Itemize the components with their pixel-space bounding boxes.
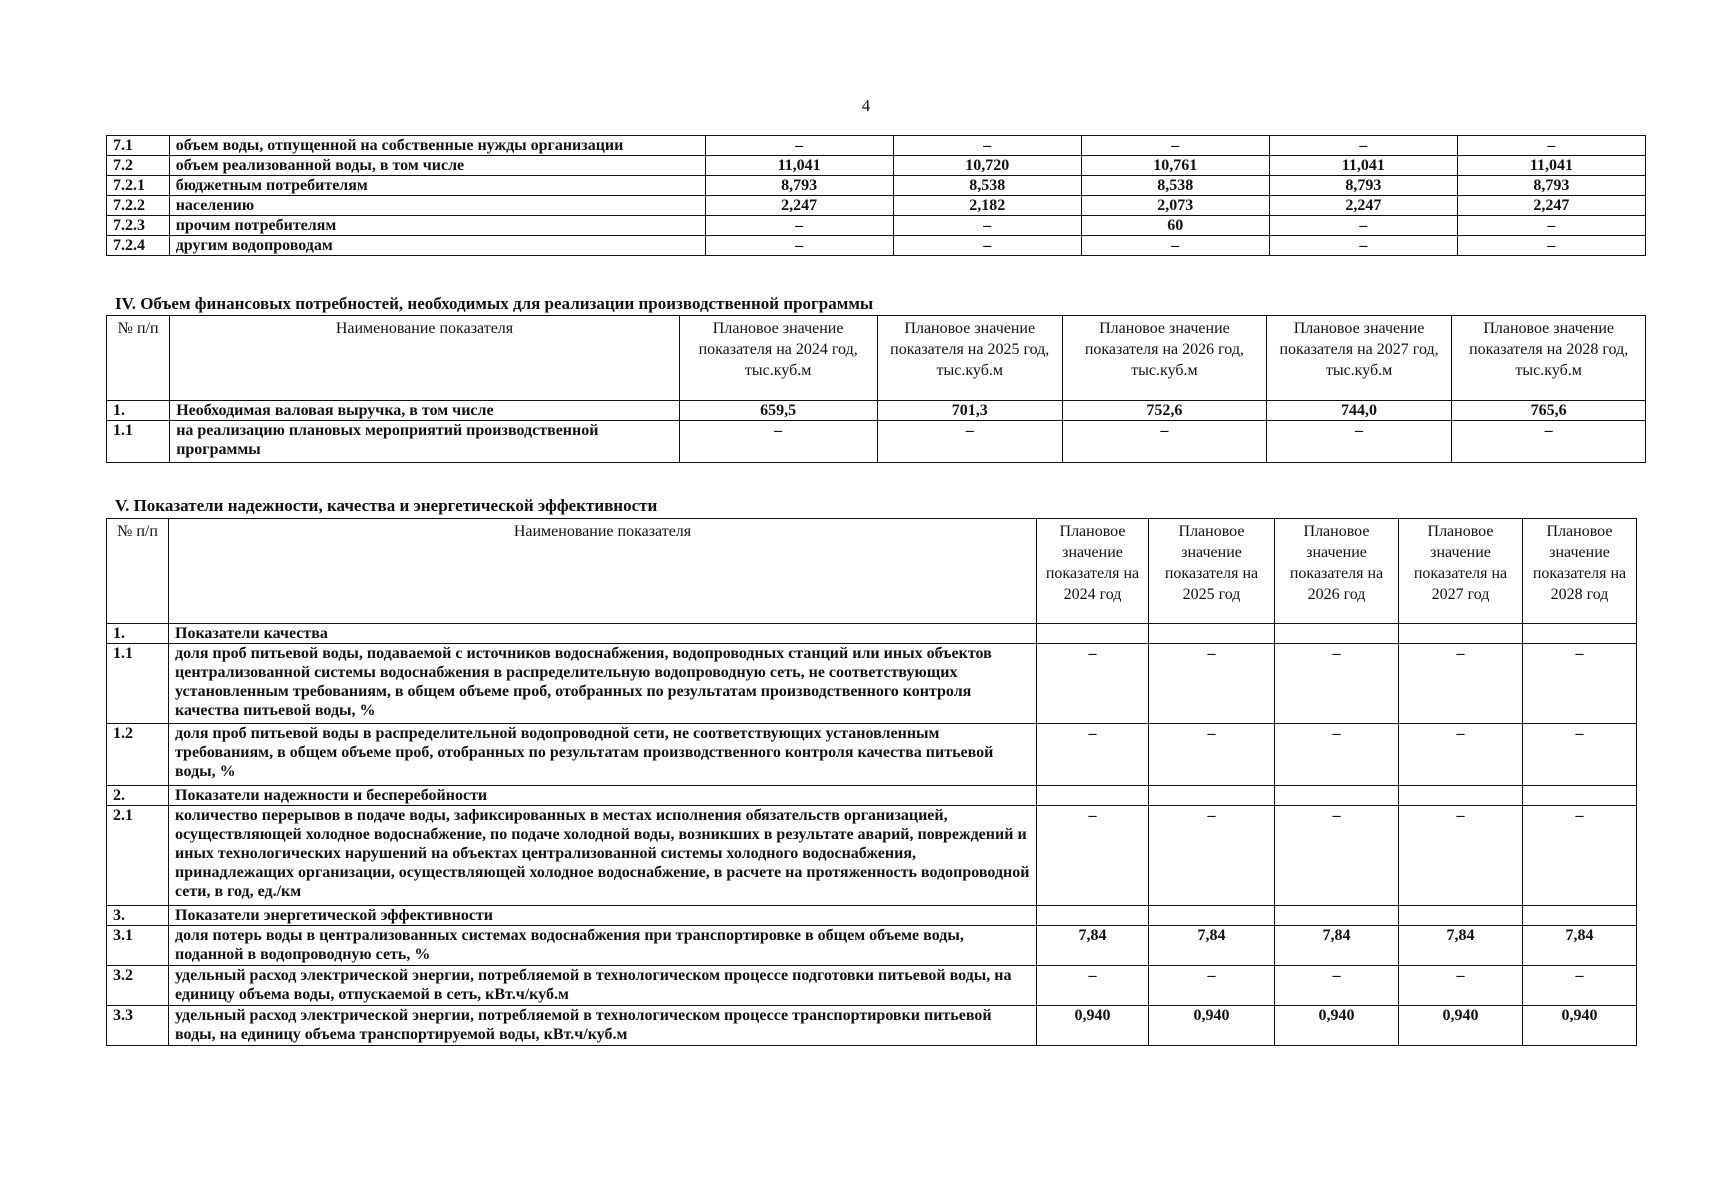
value-cell: – — [1275, 806, 1399, 906]
row-name: количество перерывов в подаче воды, зафиксированных в местах исполнения обязательств организацией, осуществляющей холодное водоснабжение, по подаче холодной воды, возникших в результате аварий, повреждений и иных технологических нарушений на объектах централизованной системы холодного водоснабжения, принадлежащих организации, осуществляющей холодное водоснабжение, в расчете на протяженность водопроводной сети, в год, ед./км — [169, 806, 1037, 906]
row-number: 1.1 — [107, 644, 169, 724]
value-cell: 752,6 — [1062, 401, 1266, 421]
row-name: удельный расход электрической энергии, потребляемой в технологическом процессе транспортировки питьевой воды, на единицу объема транспортируемой воды, кВт.ч/куб.м — [169, 1006, 1037, 1046]
value-cell: – — [1275, 966, 1399, 1006]
value-cell — [1037, 906, 1149, 926]
row-number: 7.2.4 — [107, 236, 170, 256]
value-cell: – — [705, 216, 893, 236]
value-cell: – — [1149, 806, 1275, 906]
value-cell: – — [1269, 236, 1457, 256]
value-cell — [1149, 906, 1275, 926]
value-cell — [1523, 624, 1637, 644]
value-cell: 7,84 — [1399, 926, 1523, 966]
row-name: объем воды, отпущенной на собственные нужды организации — [169, 136, 705, 156]
value-cell: 2,073 — [1081, 196, 1269, 216]
row-number: 7.2.1 — [107, 176, 170, 196]
value-cell: – — [1275, 724, 1399, 786]
row-number: 3.3 — [107, 1006, 169, 1046]
value-cell: – — [1037, 644, 1149, 724]
header-name: Наименование показателя — [169, 519, 1037, 624]
table-row — [107, 724, 1637, 786]
value-cell: 60 — [1081, 216, 1269, 236]
table-row — [107, 156, 1646, 176]
value-cell: – — [1457, 216, 1645, 236]
value-cell: – — [705, 136, 893, 156]
value-cell: – — [877, 421, 1062, 463]
production-volume-table — [106, 135, 1646, 256]
row-number: 7.2.2 — [107, 196, 170, 216]
value-cell — [1037, 624, 1149, 644]
table-row — [107, 644, 1637, 724]
value-cell: 7,84 — [1037, 926, 1149, 966]
value-cell: 0,940 — [1523, 1006, 1637, 1046]
value-cell — [1037, 786, 1149, 806]
value-cell: – — [1523, 644, 1637, 724]
value-cell — [1275, 906, 1399, 926]
value-cell: 8,538 — [893, 176, 1081, 196]
value-cell — [1399, 786, 1523, 806]
row-name: другим водопроводам — [169, 236, 705, 256]
value-cell: 8,793 — [1269, 176, 1457, 196]
header-name: Наименование показателя — [170, 316, 680, 401]
value-cell — [1399, 624, 1523, 644]
value-cell — [1149, 624, 1275, 644]
row-number: 7.2.3 — [107, 216, 170, 236]
table-row — [107, 196, 1646, 216]
header-num: № п/п — [107, 316, 170, 401]
value-cell: – — [1037, 966, 1149, 1006]
table-row — [107, 786, 1637, 806]
value-cell: 7,84 — [1275, 926, 1399, 966]
value-cell: – — [679, 421, 877, 463]
value-cell: 7,84 — [1149, 926, 1275, 966]
value-cell: – — [1037, 806, 1149, 906]
table-row — [107, 906, 1637, 926]
table-row — [107, 926, 1637, 966]
table-row — [107, 216, 1646, 236]
value-cell: – — [1149, 644, 1275, 724]
row-name: Необходимая валовая выручка, в том числе — [170, 401, 680, 421]
value-cell: – — [1149, 724, 1275, 786]
row-name: бюджетным потребителям — [169, 176, 705, 196]
value-cell: 11,041 — [1269, 156, 1457, 176]
header-year: Плановое значение показателя на 2028 год — [1523, 519, 1637, 624]
value-cell: 10,761 — [1081, 156, 1269, 176]
value-cell: – — [1275, 644, 1399, 724]
row-name: Показатели надежности и бесперебойности — [169, 786, 1037, 806]
value-cell: – — [1062, 421, 1266, 463]
header-year: Плановое значение показателя на 2027 год — [1399, 519, 1523, 624]
value-cell: 0,940 — [1275, 1006, 1399, 1046]
header-year: Плановое значение показателя на 2026 год — [1275, 519, 1399, 624]
row-number: 3.1 — [107, 926, 169, 966]
value-cell — [1523, 786, 1637, 806]
value-cell: – — [1037, 724, 1149, 786]
value-cell: 659,5 — [679, 401, 877, 421]
value-cell: 8,793 — [705, 176, 893, 196]
value-cell: – — [893, 216, 1081, 236]
row-name: населению — [169, 196, 705, 216]
row-number: 2. — [107, 786, 169, 806]
value-cell: 2,182 — [893, 196, 1081, 216]
value-cell: 2,247 — [1457, 196, 1645, 216]
row-number: 3.2 — [107, 966, 169, 1006]
value-cell: 0,940 — [1037, 1006, 1149, 1046]
value-cell: – — [1149, 966, 1275, 1006]
value-cell: 8,538 — [1081, 176, 1269, 196]
row-name: удельный расход электрической энергии, потребляемой в технологическом процессе подготовки питьевой воды, на единицу объема воды, отпускаемой в сеть, кВт.ч/куб.м — [169, 966, 1037, 1006]
value-cell: 765,6 — [1452, 401, 1646, 421]
value-cell — [1149, 786, 1275, 806]
row-number: 1. — [107, 401, 170, 421]
row-name: доля проб питьевой воды, подаваемой с источников водоснабжения, водопроводных станций или иных объектов централизованной системы водоснабжения в распределительную водопроводную сеть, не соответствующих установленным требованиям, в общем объеме проб, отобранных по результатам производственного контроля качества питьевой воды, % — [169, 644, 1037, 724]
value-cell: – — [1399, 644, 1523, 724]
table-row — [107, 421, 1646, 463]
row-name: доля проб питьевой воды в распределительной водопроводной сети, не соответствующих установленным требованиям, в общем объеме проб, отобранных по результатам производственного контроля качества питьевой воды, % — [169, 724, 1037, 786]
row-number: 1. — [107, 624, 169, 644]
row-name: Показатели качества — [169, 624, 1037, 644]
header-year: Плановое значение показателя на 2027 год, тыс.куб.м — [1266, 316, 1451, 401]
row-number: 3. — [107, 906, 169, 926]
table-row — [107, 966, 1637, 1006]
value-cell: – — [1523, 724, 1637, 786]
row-name: доля потерь воды в централизованных системах водоснабжения при транспортировке в общем объеме воды, поданной в водопроводную сеть, % — [169, 926, 1037, 966]
value-cell: – — [1523, 966, 1637, 1006]
table-row — [107, 1006, 1637, 1046]
reliability-quality-table — [106, 518, 1637, 1046]
section-5-title: V. Показатели надежности, качества и энергетической эффективности — [115, 496, 658, 515]
value-cell: – — [1269, 136, 1457, 156]
value-cell: 2,247 — [705, 196, 893, 216]
value-cell: – — [1457, 136, 1645, 156]
value-cell: – — [1081, 236, 1269, 256]
value-cell: – — [1399, 806, 1523, 906]
table-row — [107, 401, 1646, 421]
table-row — [107, 236, 1646, 256]
value-cell: 0,940 — [1149, 1006, 1275, 1046]
row-number: 7.1 — [107, 136, 170, 156]
value-cell: – — [1399, 724, 1523, 786]
header-year: Плановое значение показателя на 2026 год, тыс.куб.м — [1062, 316, 1266, 401]
value-cell: 0,940 — [1399, 1006, 1523, 1046]
value-cell: – — [893, 236, 1081, 256]
value-cell — [1275, 624, 1399, 644]
value-cell: 11,041 — [1457, 156, 1645, 176]
value-cell — [1275, 786, 1399, 806]
header-year: Плановое значение показателя на 2024 год — [1037, 519, 1149, 624]
value-cell: – — [1399, 966, 1523, 1006]
value-cell: 8,793 — [1457, 176, 1645, 196]
header-year: Плановое значение показателя на 2028 год, тыс.куб.м — [1452, 316, 1646, 401]
header-num: № п/п — [107, 519, 169, 624]
value-cell: – — [1523, 806, 1637, 906]
row-name: прочим потребителям — [169, 216, 705, 236]
value-cell: 701,3 — [877, 401, 1062, 421]
row-name: объем реализованной воды, в том числе — [169, 156, 705, 176]
value-cell: – — [893, 136, 1081, 156]
value-cell: 744,0 — [1266, 401, 1451, 421]
row-number: 2.1 — [107, 806, 169, 906]
value-cell — [1399, 906, 1523, 926]
row-name: Показатели энергетической эффективности — [169, 906, 1037, 926]
value-cell: 11,041 — [705, 156, 893, 176]
value-cell: 2,247 — [1269, 196, 1457, 216]
value-cell — [1523, 906, 1637, 926]
value-cell: 7,84 — [1523, 926, 1637, 966]
table-row — [107, 176, 1646, 196]
table-row — [107, 136, 1646, 156]
row-number: 7.2 — [107, 156, 170, 176]
header-year: Плановое значение показателя на 2025 год, тыс.куб.м — [877, 316, 1062, 401]
value-cell: – — [1081, 136, 1269, 156]
value-cell: – — [1269, 216, 1457, 236]
value-cell: – — [705, 236, 893, 256]
value-cell: – — [1457, 236, 1645, 256]
header-year: Плановое значение показателя на 2025 год — [1149, 519, 1275, 624]
value-cell: – — [1452, 421, 1646, 463]
section-4-title: IV. Объем финансовых потребностей, необходимых для реализации производственной программы — [115, 294, 874, 313]
row-name: на реализацию плановых мероприятий производственной программы — [170, 421, 680, 463]
table-row — [107, 624, 1637, 644]
header-year: Плановое значение показателя на 2024 год, тыс.куб.м — [679, 316, 877, 401]
value-cell: 10,720 — [893, 156, 1081, 176]
table-row — [107, 806, 1637, 906]
value-cell: – — [1266, 421, 1451, 463]
page-number: 4 — [861, 96, 871, 115]
row-number: 1.2 — [107, 724, 169, 786]
financial-needs-table — [106, 315, 1646, 463]
row-number: 1.1 — [107, 421, 170, 463]
